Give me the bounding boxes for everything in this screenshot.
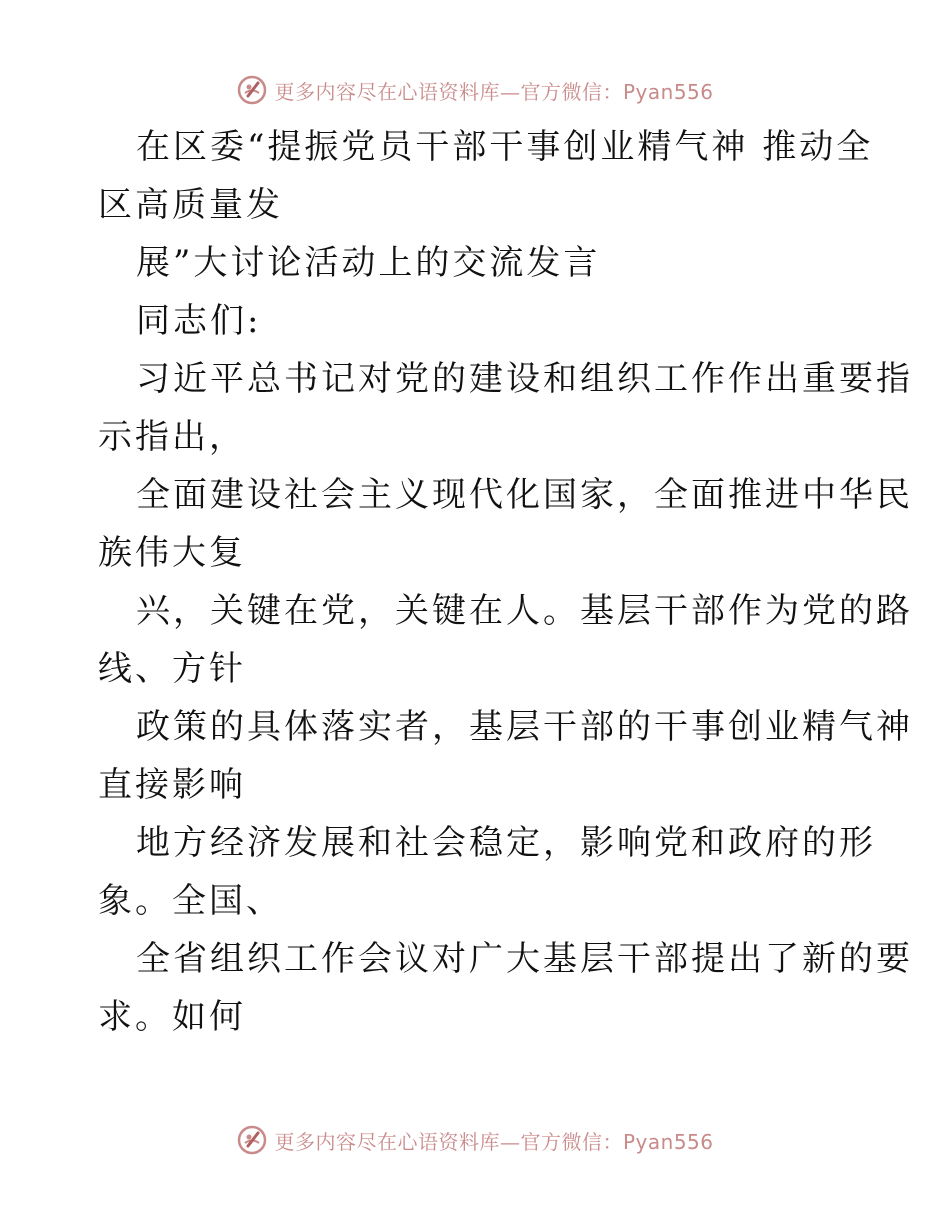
text-line: 区高质量发	[98, 185, 283, 225]
book-pen-logo-icon	[236, 74, 268, 106]
text-line: 展”大讨论活动上的交流发言	[136, 243, 601, 283]
text-line: 象。全国、	[98, 881, 283, 921]
text-line: 同志们:	[136, 301, 262, 341]
text-line: 全省组织工作会议对广大基层干部提出了新的要	[136, 939, 913, 979]
footer-watermark	[0, 1120, 950, 1160]
text-line: 地方经济发展和社会稳定，影响党和政府的形	[136, 823, 876, 863]
text-line: 直接影响	[98, 765, 246, 805]
text-line: 族伟大复	[98, 533, 246, 573]
text-line: 求。如何	[98, 997, 246, 1037]
watermark-text: 更多内容尽在心语资料库—官方微信：Pyan556	[274, 1129, 714, 1154]
text-line: 示指出，	[98, 417, 246, 457]
watermark-text: 更多内容尽在心语资料库—官方微信：Pyan556	[274, 79, 714, 104]
header-watermark	[0, 70, 950, 110]
text-line: 线、方针	[98, 649, 246, 689]
document-body	[98, 118, 913, 1046]
text-line: 政策的具体落实者，基层干部的干事创业精气神	[136, 707, 913, 747]
book-pen-logo-icon	[236, 1124, 268, 1156]
text-line: 兴，关键在党，关键在人。基层干部作为党的路	[136, 591, 913, 631]
text-line: 全面建设社会主义现代化国家，全面推进中华民	[136, 475, 913, 515]
text-line: 习近平总书记对党的建设和组织工作作出重要指	[136, 359, 913, 399]
text-line: 在区委“提振党员干部干事创业精气神 推动全	[136, 127, 874, 167]
